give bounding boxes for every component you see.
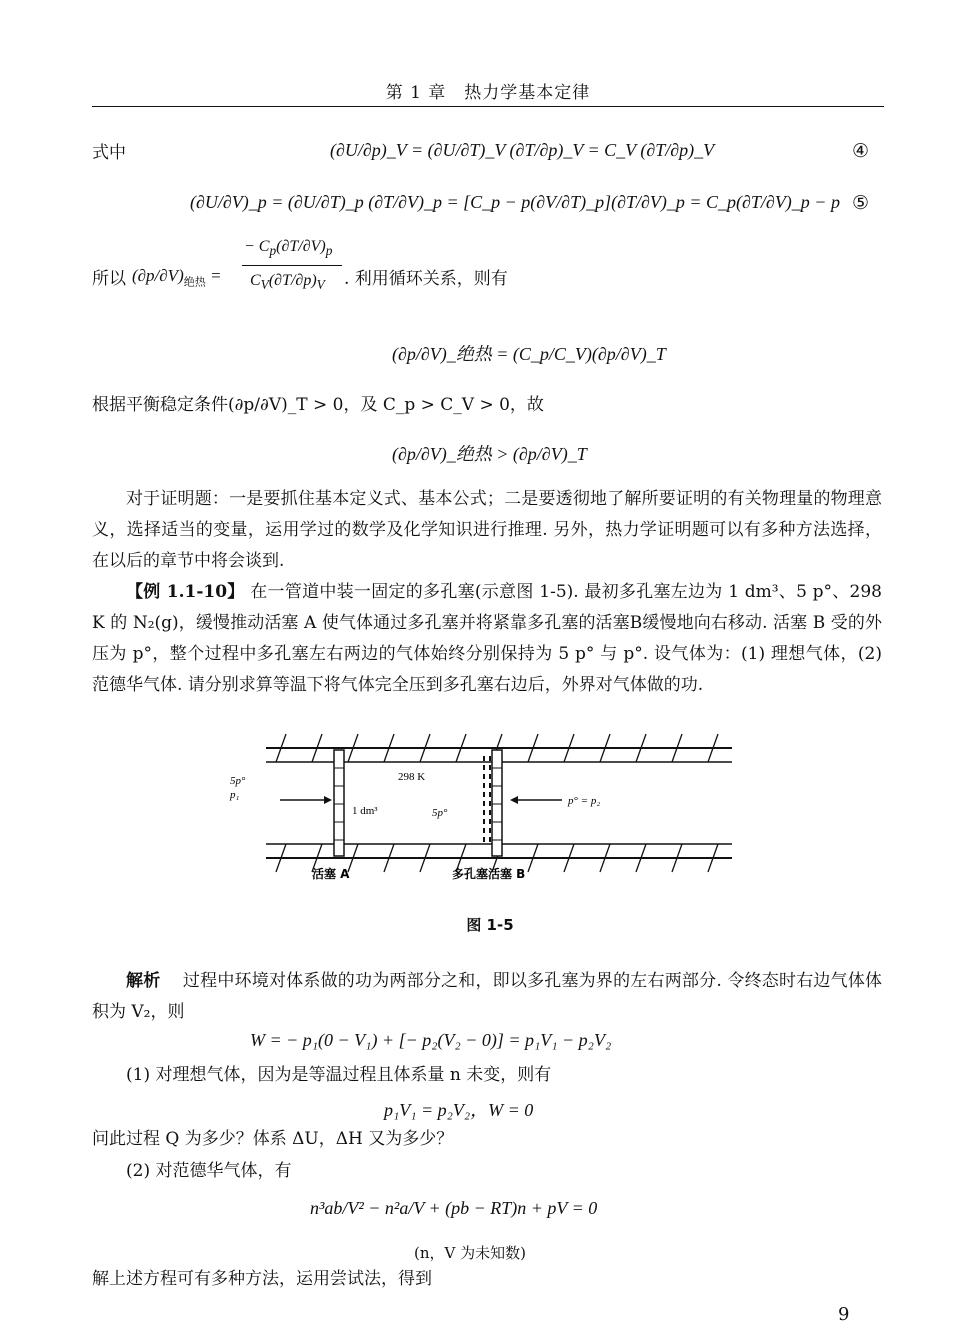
vdw-gas-text: (2) 对范德华气体，有 bbox=[126, 1161, 292, 1181]
left-pressure-label: 5p° bbox=[230, 775, 246, 787]
left-p1-label: p₁ bbox=[230, 789, 240, 801]
stability-condition: 根据平衡稳定条件(∂p/∂V)_T > 0，及 C_p > C_V > 0，故 bbox=[92, 395, 544, 415]
piston-a-label: 活塞 A bbox=[312, 867, 350, 881]
running-header: 第 1 章 热力学基本定律 bbox=[385, 83, 591, 103]
solution-label: 解析 bbox=[126, 971, 161, 991]
adiabatic-ratio-equation: (∂p/∂V)_绝热 = (C_p/C_V)(∂p/∂V)_T bbox=[392, 344, 666, 364]
ideal-gas-equation: p₁V₁ = p₂V₂，W = 0 bbox=[384, 1100, 534, 1120]
left-force-arrow bbox=[280, 796, 332, 804]
header-rule bbox=[92, 106, 884, 107]
ideal-gas-text: (1) 对理想气体，因为是等温过程且体系量 n 未变，则有 bbox=[126, 1065, 552, 1085]
vdw-equation: n³ab/V² − n²a/V + (pb − RT)n + pV = 0 bbox=[310, 1198, 598, 1218]
inner-pressure-label: 5p° bbox=[432, 807, 448, 819]
piston-a bbox=[334, 750, 344, 856]
example-label: 【例 1.1-10】 bbox=[126, 582, 245, 602]
equation-4: (∂U/∂p)_V = (∂U/∂T)_V (∂T/∂p)_V = C_V (∂T/∂p)_V bbox=[330, 140, 715, 160]
porous-plug-diagram bbox=[230, 726, 742, 886]
example-paragraph bbox=[92, 577, 882, 701]
final-text: 解上述方程可有多种方法，运用尝试法，得到 bbox=[92, 1269, 432, 1289]
follow-up-question: 问此过程 Q 为多少？体系 ΔU，ΔH 又为多少？ bbox=[92, 1129, 454, 1149]
piston-b bbox=[492, 750, 502, 856]
eq4-prefix: 式中 bbox=[92, 143, 126, 163]
right-force-arrow bbox=[510, 796, 562, 804]
temperature-label: 298 K bbox=[398, 771, 426, 783]
piston-b-label: 多孔塞活塞 B bbox=[452, 867, 526, 881]
solution-intro bbox=[92, 966, 882, 1028]
work-equation: W = − p₁(0 − V₁) + [− p₂(V₂ − 0)] = p₁V₁ − p₂V₂ bbox=[250, 1030, 612, 1050]
equation-5-number: ⑤ bbox=[852, 192, 870, 214]
vdw-note: (n，V 为未知数) bbox=[414, 1244, 526, 1262]
page-number: 9 bbox=[838, 1304, 850, 1325]
adiabatic-fraction: $(\partial p/\partial V)_{绝热}$ = − $C_p(\partial T/\partial V)_p$ $C_V(\partial T/\partial p)_V$ bbox=[132, 232, 342, 322]
example-text: 在一管道中装一固定的多孔塞(示意图 1-5). 最初多孔塞左边为 1 dm³、5 p°、298 K 的 N₂(g)，缓慢推动活塞 A 使气体通过多孔塞并将紧靠多孔塞的活塞B缓慢地向右移动. 活塞 B 受的外压为 p°，整个过程中多孔塞左右两边的气体始终分别保持为 5 p° 与 p°. 设气体为：(1) 理想气体，(2) 范德华气体. 请分别求算等温下将气体完全压到多孔塞右边后，外界对气体做的功. bbox=[92, 582, 882, 695]
figure-caption: 图 1-5 bbox=[466, 916, 514, 934]
solution-intro-text: 过程中环境对体系做的功为两部分之和，即以多孔塞为界的左右两部分. 令终态时右边气体体积为 V₂，则 bbox=[92, 971, 883, 1022]
adiabatic-suffix: . 利用循环关系，则有 bbox=[344, 269, 508, 289]
volume-label: 1 dm³ bbox=[352, 805, 378, 817]
adiabatic-prefix: 所以 bbox=[92, 269, 126, 289]
proof-note-paragraph: 对于证明题：一是要抓住基本定义式、基本公式；二是要透彻地了解所要证明的有关物理量的物理意义，选择适当的变量，运用学过的数学及化学知识进行推理. 另外，热力学证明题可以有多种方法选择，在以后的章节中将会谈到. bbox=[92, 489, 882, 571]
porous-plug bbox=[484, 756, 490, 844]
equation-5: (∂U/∂V)_p = (∂U/∂T)_p (∂T/∂V)_p = [C_p − p(∂V/∂T)_p](∂T/∂V)_p = C_p(∂T/∂V)_p − p bbox=[190, 192, 840, 212]
conclusion-inequality: (∂p/∂V)_绝热 > (∂p/∂V)_T bbox=[392, 444, 587, 464]
equation-4-number: ④ bbox=[852, 140, 870, 162]
right-pressure-label: p° = p₂ bbox=[568, 795, 601, 807]
